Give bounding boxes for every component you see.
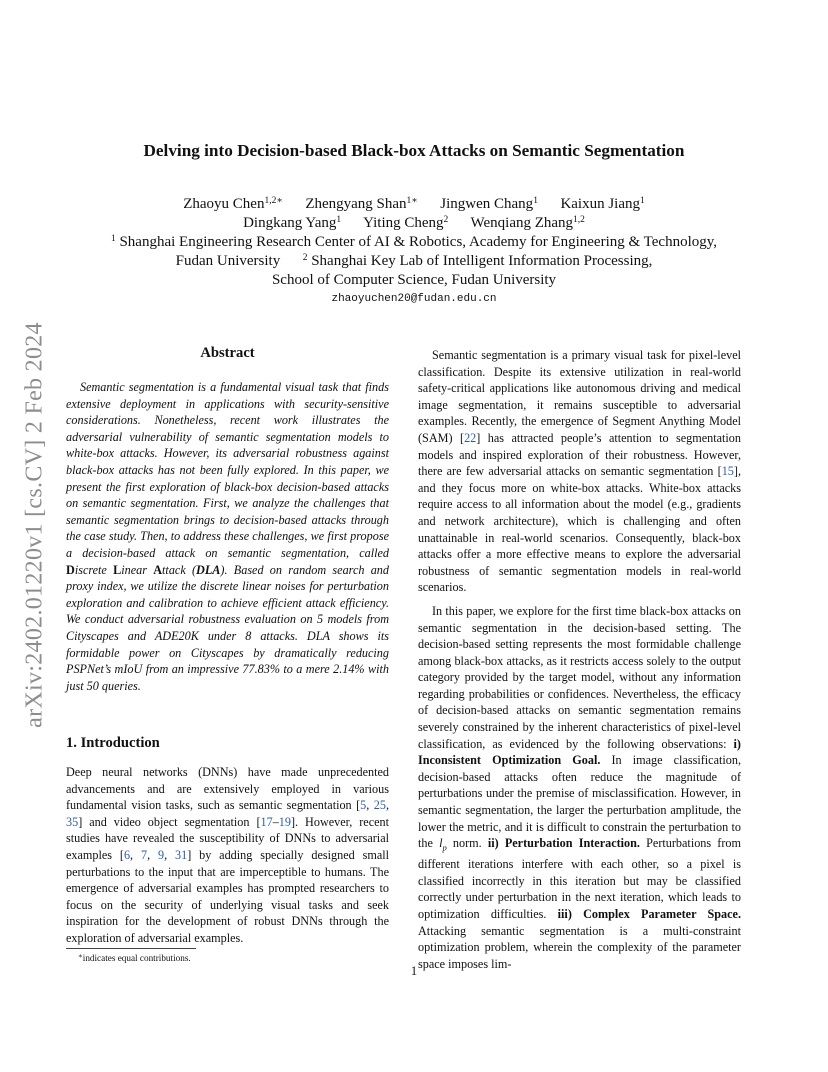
arxiv-id: arXiv:2402.01220v1 [cs.CV] 2 Feb 2024 <box>21 322 48 728</box>
intro-heading: 1. Introduction <box>66 735 160 751</box>
footnote-rule <box>66 948 196 949</box>
author-name: Jingwen Chang <box>440 196 534 212</box>
footnote-text: indicates equal contributions. <box>82 953 191 963</box>
paper-title: Delving into Decision-based Black-box Attacks on Semantic Segmentation <box>143 141 685 160</box>
body-text: , <box>147 847 158 862</box>
citation-link[interactable]: 17 <box>260 814 273 829</box>
body-paragraph <box>418 603 741 973</box>
citation-link[interactable]: 6 <box>123 847 131 862</box>
body-text: , <box>366 798 374 813</box>
footnote <box>78 953 191 963</box>
affiliation-text: Shanghai Key Lab of Intelligent Information Processing, <box>311 253 653 269</box>
body-text: Deep neural networks (DNNs) have made unprecedented advancements and are extensively employed in various fundamental vision tasks, such as semantic segmentation [ <box>66 765 389 813</box>
body-text: ] has attracted people’s attention to segmentation models and inspired exploration of their robustness. However, there are few adversarial attacks on semantic segmentation [ <box>418 430 741 479</box>
citation-link[interactable]: 31 <box>175 847 188 862</box>
citation-link[interactable]: 25 <box>373 798 386 813</box>
author-name: Zhengyang Shan <box>305 196 407 212</box>
body-text: Semantic segmentation is a primary visual task for pixel-level classification. Despite its extensive utilization in real-world safety-critical applications like autonomous driving and medical image segmentation, it remains susceptible to adversarial examples. Recently, the emergence of Segment Anything Model (SAM) [ <box>418 348 741 445</box>
body-text: Attacking semantic segmentation is a multi-constraint optimization problem, wherein the complexity of the parameter space imposes lim- <box>418 923 741 971</box>
author-sup: 2 <box>443 215 449 225</box>
abstract-text: Semantic segmentation is a fundamental visual task that finds extensive deployment in applications with security-sensitive considerations. Nonetheless, recent work illustrates the adversarial vulnerability of semantic segmentation models to white-box attacks. However, its adversarial robustness against black-box attacks has not been fully explored. In this paper, we present the first exploration of black-box decision-based attacks on semantic segmentation. First, we analyze the challenges that semantic segmentation brings to decision-based attacks through the case study. Then, to address these challenges, we first propose a decision-based attack on semantic segmentation, called <box>66 380 389 560</box>
abstract-bold: D <box>66 562 75 577</box>
body-text: Perturbations from different iterations interfere with each other, so a pixel is classified incorrectly in this iteration but may be classified correctly under perturbation in the next iteration, which leads to optimization difficulties. <box>418 836 741 922</box>
body-text: ], and they focus more on white-box attacks. White-box attacks require access to all information about the model (e.g., gradients and network architecture), which is challenging and often unattainable in real-world scenarios. Consequently, black-box attacks offer a more effective means to explore the adversarial robustness of semantic segmentation models in real-world scenarios. <box>418 464 741 595</box>
abstract-text: ). Based on random search and proxy index, we utilize the discrete linear noises for perturbation exploration and calibration to achieve efficient attack efficiency. We conduct adversarial robustness evaluation on 5 models from Cityscapes and ADE20K under 8 attacks. DLA shows its formidable power on Cityscapes by dramatically reducing PSPNet’s mIoU from an impressive 77.83% to a mere 2.14% with just 50 queries. <box>66 562 389 693</box>
page-number: 1 <box>410 964 418 978</box>
body-text: – <box>272 814 279 829</box>
citation-link[interactable]: 15 <box>721 464 734 479</box>
author-line-2 <box>60 214 768 233</box>
citation-link[interactable]: 7 <box>140 847 148 862</box>
author-sup: 1,2∗ <box>264 196 283 206</box>
body-paragraph <box>418 347 741 596</box>
citation-link[interactable]: 9 <box>157 847 165 862</box>
footnote-mark: ∗ <box>78 952 83 960</box>
affiliation-text: School of Computer Science, Fudan University <box>271 272 557 288</box>
author-sup: 1 <box>640 196 645 206</box>
affiliation-sup: 2 <box>302 253 308 263</box>
citation-link[interactable]: 5 <box>360 798 367 813</box>
author-sup: 1,2 <box>573 215 585 225</box>
body-text: ] and video object segmentation [ <box>78 814 261 829</box>
arxiv-watermark <box>22 290 48 760</box>
abstract-paragraph <box>66 379 389 694</box>
math-subscript: p <box>442 842 447 853</box>
author-line-1 <box>60 195 768 214</box>
abstract-bold: A <box>153 562 163 577</box>
citation-link[interactable]: 35 <box>66 814 79 829</box>
affiliation-text: Shanghai Engineering Research Center of AI & Robotics, Academy for Engineering & Technology, <box>119 234 718 250</box>
citation-link[interactable]: 19 <box>278 814 291 829</box>
abstract-body <box>66 379 389 694</box>
abstract-text: inear <box>121 562 154 577</box>
body-text: ]. However, recent studies have revealed the susceptibility of DNNs to adversarial examples [ <box>66 814 389 862</box>
affiliation-1 <box>60 233 768 252</box>
abstract-heading: Abstract <box>200 345 255 361</box>
body-text: , <box>130 847 141 862</box>
bold-run: iii) Complex Parameter Space. <box>557 907 741 922</box>
body-text: , <box>385 798 390 813</box>
author-sup: 1∗ <box>406 196 418 206</box>
math-symbol: l <box>439 836 443 851</box>
body-text: norm. <box>446 836 488 851</box>
author-name: Kaixun Jiang <box>560 196 641 212</box>
citation-link[interactable]: 22 <box>464 430 477 445</box>
affiliation-2 <box>60 252 768 271</box>
body-text: , <box>164 847 175 862</box>
abstract-text: ttack ( <box>162 562 197 577</box>
affiliation-text: Fudan University <box>175 253 281 269</box>
author-name: Wenqiang Zhang <box>470 215 574 231</box>
author-name: Dingkang Yang <box>243 215 337 231</box>
abstract-bold: DLA <box>196 562 221 577</box>
bold-run: i) Inconsistent Optimization Goal. <box>418 736 741 768</box>
abstract-bold: L <box>113 562 122 577</box>
author-sup: 1 <box>533 196 538 206</box>
intro-body <box>66 764 389 947</box>
body-text: ] by adding specially designed small perturbations to the input that are imperceptible to humans. The emergence of adversarial examples has prompted researchers to focus on the security of underlying visual tasks and seek inspiration for the development of robust DNNs through the exploration of adversarial examples. <box>66 847 389 945</box>
author-sup: 1 <box>336 215 342 225</box>
author-name: Yiting Cheng <box>363 215 444 231</box>
abstract-text: iscrete <box>74 562 114 577</box>
author-name: Zhaoyu Chen <box>183 196 265 212</box>
intro-paragraph <box>66 764 389 947</box>
affiliation-sup: 1 <box>110 234 116 244</box>
author-email[interactable]: zhaoyuchen20@fudan.edu.cn <box>331 293 497 305</box>
right-column <box>418 347 741 972</box>
body-text: In image classification, decision-based attacks often reduce the magnitude of perturbations under the premise of misclassification. However, in semantic segmentation, the larger the perturbation amplitude, the lower the metric, and it is difficult to constrain the perturbation to the <box>418 753 741 851</box>
bold-run: ii) Perturbation Interaction. <box>487 836 640 851</box>
affiliation-3 <box>60 271 768 290</box>
body-text: In this paper, we explore for the first time black-box attacks on semantic segmentation in the decision-based setting. The decision-based setting represents the most formidable challenge among black-box attacks, as it restricts access solely to the output category provided by the target model, without any information regarding probabilities or confidences. Nevertheless, the efficacy of decision-based attacks on semantic segmentation remains severely constrained by the inherent characteristics of pixel-level classification, as evidenced by the following observations: <box>418 603 741 751</box>
